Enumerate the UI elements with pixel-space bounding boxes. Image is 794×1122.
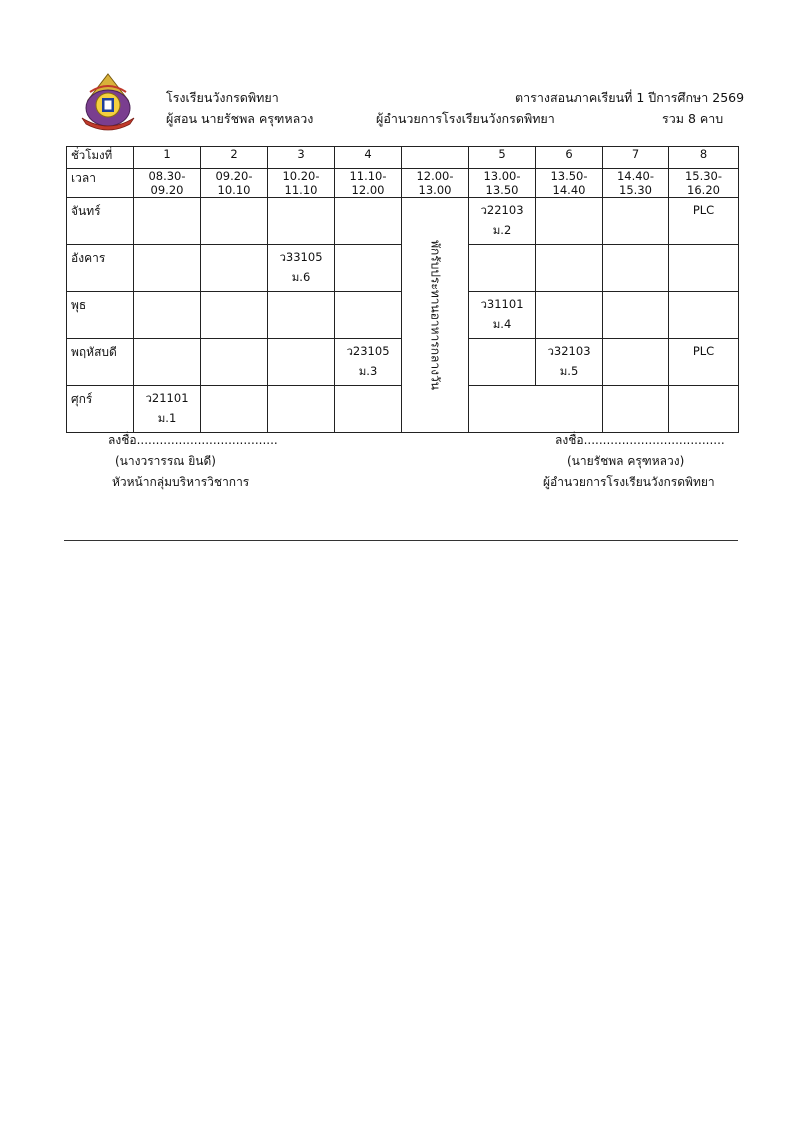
class-level: ม.5: [559, 364, 579, 378]
period-cell: [335, 245, 402, 292]
period-cell: [536, 245, 603, 292]
right-signer-position: ผู้อำนวยการโรงเรียนวังกรดพิทยา: [543, 475, 715, 489]
subject-code: ว21101: [145, 391, 189, 405]
subject-code: ว22103: [480, 203, 524, 217]
period-cell: [603, 245, 669, 292]
class-level: ม.2: [492, 223, 512, 237]
period-cell: [268, 198, 335, 245]
time-slot: 13.50-14.40: [536, 169, 603, 198]
period-cell: [268, 386, 335, 433]
period-number: 7: [603, 147, 669, 169]
period-cell: [134, 198, 201, 245]
period-number: 3: [268, 147, 335, 169]
period-number: 8: [669, 147, 739, 169]
day-label: จันทร์: [67, 198, 134, 245]
subject-code: ว33105: [279, 250, 323, 264]
period-cell: [134, 339, 201, 386]
period-cell: [335, 386, 402, 433]
day-label: ศุกร์: [67, 386, 134, 433]
lunch-break-label: พักรับประทานอาหารกลางวัน: [428, 240, 443, 390]
period-cell: [603, 339, 669, 386]
period-number-lunch: [402, 147, 469, 169]
period-cell: [201, 198, 268, 245]
right-sign-line: ลงชื่อ.....................................: [555, 433, 725, 447]
period-cell: [469, 245, 536, 292]
time-slot: 12.00-13.00: [402, 169, 469, 198]
period-cell: [201, 386, 268, 433]
day-label: พฤหัสบดี: [67, 339, 134, 386]
time-slot: 13.00-13.50: [469, 169, 536, 198]
period-cell: [469, 339, 536, 386]
period-cell: [201, 339, 268, 386]
period-cell: [669, 292, 739, 339]
period-cell: [134, 292, 201, 339]
school-name: โรงเรียนวังกรดพิทยา: [166, 90, 279, 105]
period-cell: [335, 339, 402, 386]
left-sign-line: ลงชื่อ.....................................: [108, 433, 278, 447]
period-cell: [669, 198, 739, 245]
period-number: 2: [201, 147, 268, 169]
subject-code: ว23105: [346, 344, 390, 358]
period-cell: [335, 292, 402, 339]
time-slot: 15.30-16.20: [669, 169, 739, 198]
left-signer-position: หัวหน้ากลุ่มบริหารวิชาการ: [112, 475, 250, 489]
period-cell: [201, 292, 268, 339]
class-level: ม.6: [291, 270, 311, 284]
period-number: 5: [469, 147, 536, 169]
period-header-row: [67, 147, 739, 169]
period-cell: [603, 292, 669, 339]
period-cell: [134, 386, 201, 433]
class-level: ม.3: [358, 364, 378, 378]
subject-code: ว32103: [547, 344, 591, 358]
time-slot: 08.30-09.20: [134, 169, 201, 198]
period-cell: [536, 292, 603, 339]
time-slot: 09.20-10.10: [201, 169, 268, 198]
period-cell: [335, 198, 402, 245]
period-cell: [469, 198, 536, 245]
period-cell: [201, 245, 268, 292]
period-cell: [669, 339, 739, 386]
period-cell: [268, 245, 335, 292]
period-cell: [536, 339, 603, 386]
time-row: [67, 169, 739, 198]
period-cell: [469, 292, 536, 339]
day-label: พุธ: [67, 292, 134, 339]
day-row-monday: [67, 198, 739, 245]
period-cell: [268, 339, 335, 386]
lunch-break-cell: [402, 198, 469, 433]
school-emblem-icon: [76, 72, 140, 136]
schedule-title: ตารางสอนภาคเรียนที่ 1 ปีการศึกษา 2569: [515, 90, 745, 105]
director-line: ผู้อำนวยการโรงเรียนวังกรดพิทยา: [376, 111, 555, 126]
period-cell: [603, 386, 669, 433]
total-periods: รวม 8 คาบ: [662, 111, 724, 126]
left-signer-name: (นางวรารรณ ยินดี): [115, 454, 216, 468]
period-cell: [536, 198, 603, 245]
plc-label: PLC: [692, 344, 715, 358]
period-number: 6: [536, 147, 603, 169]
timetable: [66, 146, 739, 433]
time-slot: 10.20-11.10: [268, 169, 335, 198]
page-divider: [64, 540, 738, 541]
class-level: ม.1: [157, 411, 177, 425]
class-level: ม.4: [492, 317, 512, 331]
time-slot: 11.10-12.00: [335, 169, 402, 198]
time-slot: 14.40-15.30: [603, 169, 669, 198]
period-cell-merged: [469, 386, 603, 433]
period-cell: [669, 386, 739, 433]
period-cell: [603, 198, 669, 245]
day-label: อังคาร: [67, 245, 134, 292]
period-number: 1: [134, 147, 201, 169]
plc-label: PLC: [692, 203, 715, 217]
right-signer-name: (นายรัชพล ครุฑหลวง): [567, 454, 685, 468]
period-cell: [669, 245, 739, 292]
period-label: ชั่วโมงที่: [67, 147, 134, 169]
period-cell: [268, 292, 335, 339]
subject-code: ว31101: [480, 297, 524, 311]
teacher-line: ผู้สอน นายรัชพล ครุฑหลวง: [166, 111, 314, 126]
time-label: เวลา: [67, 169, 134, 198]
period-number: 4: [335, 147, 402, 169]
period-cell: [134, 245, 201, 292]
